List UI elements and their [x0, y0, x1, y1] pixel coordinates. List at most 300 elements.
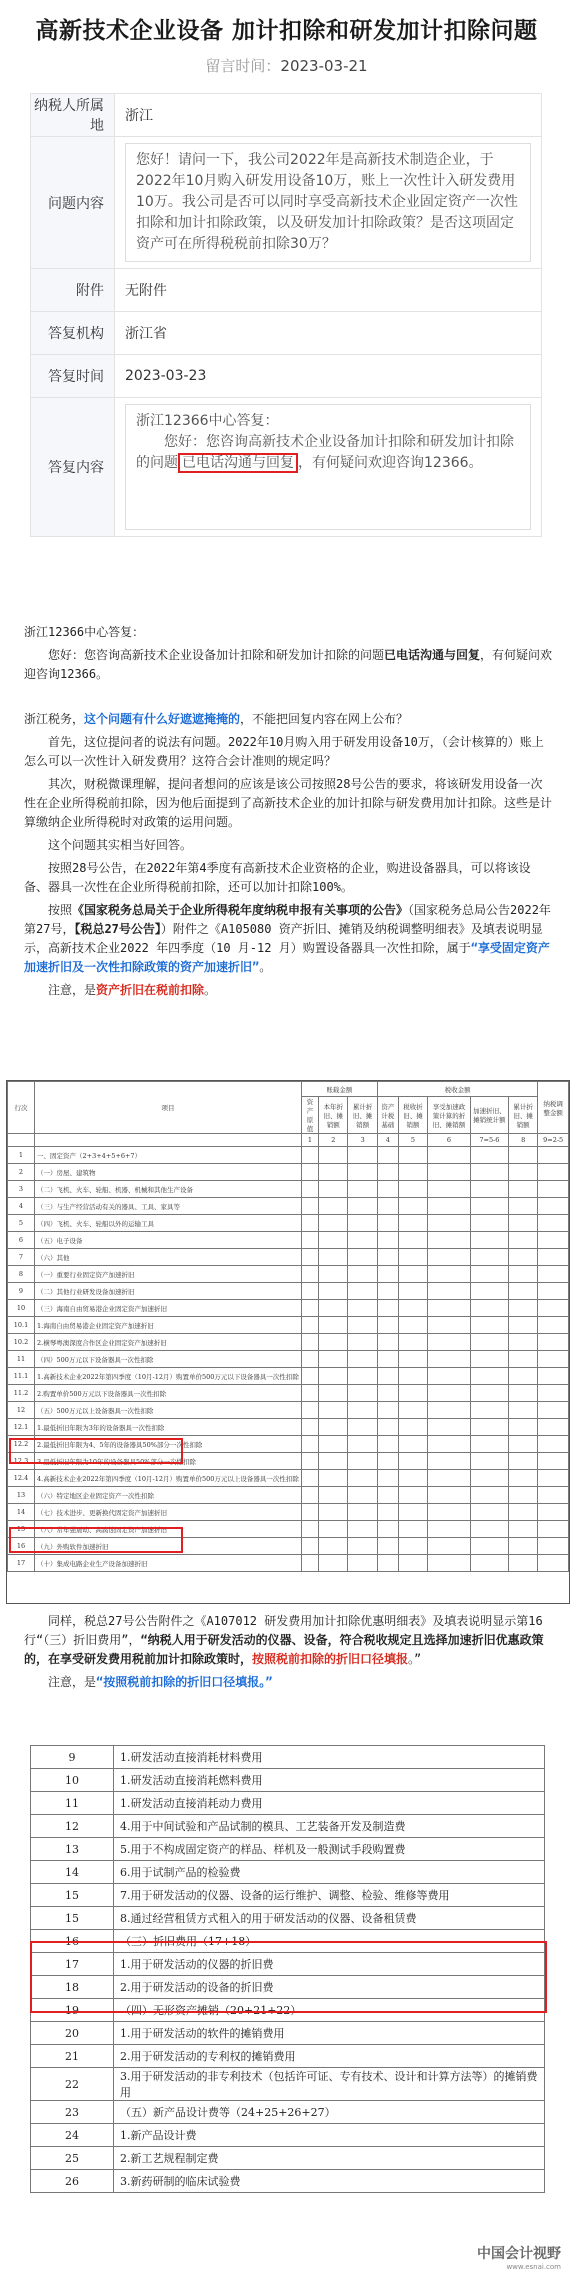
form1-cell	[377, 1436, 398, 1453]
form1-cell	[348, 1436, 377, 1453]
form1-cell	[398, 1521, 427, 1538]
form1-col-item: 项目	[35, 1082, 302, 1134]
form1-cell	[470, 1487, 508, 1504]
form1-cell	[377, 1266, 398, 1283]
form1-row	[8, 1317, 569, 1334]
form1-cell	[377, 1521, 398, 1538]
form1-cell	[319, 1453, 348, 1470]
form1-row	[8, 1419, 569, 1436]
form1-cell	[319, 1419, 348, 1436]
form2-row-item: 6.用于试制产品的检验费	[114, 1861, 545, 1884]
form1-cell	[319, 1351, 348, 1368]
form2-row	[31, 2124, 545, 2147]
form1-row	[8, 1300, 569, 1317]
form1-row-item: 3.最低折旧年限为10年的设备器具50%部分一次性扣除	[35, 1453, 302, 1470]
form1-cell	[398, 1555, 427, 1572]
form1-cell	[377, 1351, 398, 1368]
form1-cell	[319, 1402, 348, 1419]
form1-cell	[319, 1487, 348, 1504]
form1-cell	[428, 1198, 471, 1215]
message-date	[0, 55, 573, 76]
form1-cell	[470, 1504, 508, 1521]
form1-colnum	[8, 1134, 35, 1147]
form1-cell	[428, 1317, 471, 1334]
form1-cell	[470, 1266, 508, 1283]
form1-cell	[428, 1538, 471, 1555]
form1-cell	[398, 1402, 427, 1419]
watermark: 中国会计视野 www.esnai.com	[477, 2246, 561, 2271]
form1-cell	[538, 1266, 569, 1283]
form1-row-item: （二）飞机、火车、轮船、机器、机械和其他生产设备	[35, 1181, 302, 1198]
form2-row-no: 13	[31, 1838, 114, 1861]
form1-cell	[377, 1368, 398, 1385]
form2-row-item: 1.研发活动直接消耗动力费用	[114, 1792, 545, 1815]
reply-content	[125, 404, 531, 530]
form1-row	[8, 1283, 569, 1300]
form1-cell	[508, 1521, 537, 1538]
form1-row	[8, 1487, 569, 1504]
form2-row-item: 2.用于研发活动的设备的折旧费	[114, 1976, 545, 1999]
form1-cell	[348, 1266, 377, 1283]
form1-cell	[398, 1215, 427, 1232]
reply-pre: 您好：您咨询高新技术企业设备加计扣除和研发加计扣除的问题	[136, 434, 514, 471]
form1-row-no: 11.2	[8, 1385, 35, 1402]
form1-cell	[508, 1555, 537, 1572]
form2-row-no: 12	[31, 1815, 114, 1838]
article-p8: 按照《国家税务总局关于企业所得税年度纳税申报有关事项的公告》（国家税务总局公告2022年第27号，【税总27号公告】）附件之《A105080 资产折旧、摊销及纳税调整明细表》及填表说明显示，高新技术企业2022 年四季度（10 月-12 月）购置设备器具一次性扣除，属于“享受固定资产加速折旧及一次性扣除政策的资产加速折旧”。	[24, 903, 551, 974]
form1-cell	[301, 1164, 318, 1181]
form2-row-no: 25	[31, 2147, 114, 2170]
form2-row-item: 1.新产品设计费	[114, 2124, 545, 2147]
form1-cell	[301, 1266, 318, 1283]
form1-row-item: 1.高新技术企业2022年第四季度（10月-12月）购置单价500万元以下设备器具一次性扣除	[35, 1368, 302, 1385]
form1-cell	[508, 1317, 537, 1334]
form1-cell	[470, 1555, 508, 1572]
form1-cell	[319, 1521, 348, 1538]
form1-row-item: （一）房屋、建筑物	[35, 1164, 302, 1181]
article-p10: 同样，税总27号公告附件之《A107012 研发费用加计扣除优惠明细表》及填表说明显示第16 行“（三）折旧费用”，“纳税人用于研发活动的仪器、设备，符合税收规定且选择加速折旧优惠政策的，在享受研发费用税前加计扣除政策时，按照税前扣除的折旧口径填报。”	[24, 1614, 544, 1666]
form1-cell	[428, 1266, 471, 1283]
form1-cell	[398, 1283, 427, 1300]
form1-cell	[428, 1470, 471, 1487]
form2-row	[31, 2068, 545, 2101]
form1-cell	[538, 1215, 569, 1232]
form1-row-item: 1.海南自由贸易港企业固定资产加速折旧	[35, 1317, 302, 1334]
form1-row	[8, 1402, 569, 1419]
form1-cell	[508, 1538, 537, 1555]
article-p3: 浙江税务，这个问题有什么好遮遮掩掩的，不能把回复内容在网上公布？	[24, 712, 409, 726]
form1-cell	[348, 1419, 377, 1436]
form1-cell	[538, 1334, 569, 1351]
form2-row-item: 1.用于研发活动的仪器的折旧费	[114, 1953, 545, 1976]
form1-row-item: 一、固定资产（2+3+4+5+6+7）	[35, 1147, 302, 1164]
form1-row	[8, 1215, 569, 1232]
form1-cell	[508, 1419, 537, 1436]
form1-cell	[538, 1470, 569, 1487]
form1-cell	[398, 1317, 427, 1334]
form1-cell	[398, 1368, 427, 1385]
article-p9: 注意，是资产折旧在税前扣除。	[48, 983, 217, 997]
form1-cell	[508, 1385, 537, 1402]
form1-row-no: 16	[8, 1538, 35, 1555]
form1-cell	[377, 1470, 398, 1487]
article-p2: 您好：您咨询高新技术企业设备加计扣除和研发加计扣除的问题已电话沟通与回复，有何疑问欢迎咨询12366。	[24, 648, 553, 681]
form1-cell	[538, 1521, 569, 1538]
form1-cell	[319, 1368, 348, 1385]
form1-cell	[538, 1198, 569, 1215]
form1-cell	[508, 1266, 537, 1283]
question-content: 您好！请问一下，我公司2022年是高新技术制造企业，于2022年10月购入研发用设备10万，账上一次性计入研发费用10万。我公司是否可以同时享受高新技术企业固定资产一次性扣除和加计扣除政策，以及研发加计扣除政策？是否这项固定资产可在所得税税前扣除30万？	[125, 143, 531, 262]
form1-cell	[428, 1181, 471, 1198]
form1-cell	[538, 1249, 569, 1266]
form1-colnum: 1	[301, 1134, 318, 1147]
form1-cell	[301, 1402, 318, 1419]
form1-cell	[348, 1487, 377, 1504]
form1-col-8: 累计折旧、摊销额	[508, 1097, 537, 1134]
form1-cell	[319, 1198, 348, 1215]
form1-cell	[428, 1521, 471, 1538]
form1-row	[8, 1385, 569, 1402]
form1-cell	[301, 1504, 318, 1521]
form1-cell	[348, 1504, 377, 1521]
form1-cell	[538, 1538, 569, 1555]
form1-cell	[398, 1470, 427, 1487]
form1-cell	[428, 1402, 471, 1419]
form1-cell	[377, 1453, 398, 1470]
form1-cell	[538, 1283, 569, 1300]
form1-cell	[301, 1215, 318, 1232]
form2-row-item: （三）折旧费用（17+18）	[114, 1930, 545, 1953]
form2-row-item: 2.用于研发活动的专利权的摊销费用	[114, 2045, 545, 2068]
form2-row-no: 24	[31, 2124, 114, 2147]
form1-cell	[319, 1266, 348, 1283]
form1-cell	[470, 1385, 508, 1402]
form1-cell	[428, 1419, 471, 1436]
form1-cell	[377, 1419, 398, 1436]
page-title: 高新技术企业设备 加计扣除和研发加计扣除问题	[35, 18, 538, 44]
form1-cell	[377, 1164, 398, 1181]
reply-line1: 浙江12366中心答复：	[136, 413, 279, 429]
form1-row-no: 17	[8, 1555, 35, 1572]
form1-cell	[301, 1198, 318, 1215]
form1-cell	[428, 1334, 471, 1351]
form1-row	[8, 1266, 569, 1283]
form1-cell	[538, 1385, 569, 1402]
form1-colnum: 4	[377, 1134, 398, 1147]
form1-col-5: 税收折旧、摊销额	[398, 1097, 427, 1134]
form1-cell	[538, 1419, 569, 1436]
form1-row-no: 7	[8, 1249, 35, 1266]
form1-cell	[428, 1232, 471, 1249]
form1-cell	[348, 1164, 377, 1181]
form1-cell	[319, 1249, 348, 1266]
form1-cell	[398, 1147, 427, 1164]
field-key-reply: 答复内容	[31, 398, 115, 537]
form1-cell	[428, 1249, 471, 1266]
form1-cell	[508, 1249, 537, 1266]
date-value: 2023-03-21	[280, 57, 368, 75]
form1-row-item: （五）电子设备	[35, 1232, 302, 1249]
form1-cell	[470, 1419, 508, 1436]
form1-cell	[377, 1215, 398, 1232]
form1-cell	[538, 1436, 569, 1453]
form2-row	[31, 1907, 545, 1930]
form2-row	[31, 1861, 545, 1884]
form1-cell	[348, 1181, 377, 1198]
form1-row-item: （八）常年强震动、高腐蚀固定资产加速折旧	[35, 1521, 302, 1538]
form1-colnum: 8	[508, 1134, 537, 1147]
form1-row-no: 6	[8, 1232, 35, 1249]
form1-row-no: 9	[8, 1283, 35, 1300]
form2-row-no: 18	[31, 1976, 114, 1999]
form2-row-no: 11	[31, 1792, 114, 1815]
article-p11: 注意，是“按照税前扣除的折旧口径填报。”	[48, 1675, 273, 1689]
form1-cell	[428, 1368, 471, 1385]
form1-cell	[428, 1555, 471, 1572]
form1-cell	[398, 1334, 427, 1351]
form1-cell	[470, 1317, 508, 1334]
form1-cell	[348, 1215, 377, 1232]
form1-row-item: 2.最低折旧年限为4、5年的设备器具50%部分一次性扣除	[35, 1436, 302, 1453]
form1-row-no: 12	[8, 1402, 35, 1419]
form2-row-item: （四）无形资产摊销（20+21+22）	[114, 1999, 545, 2022]
form1-cell	[377, 1504, 398, 1521]
form1-row-no: 15	[8, 1521, 35, 1538]
form1-row-item: 2.横琴粤澳深度合作区企业固定资产加速折旧	[35, 1334, 302, 1351]
form1-cell	[377, 1283, 398, 1300]
form2-row-item: 1.研发活动直接消耗燃料费用	[114, 1769, 545, 1792]
form1-row-no: 8	[8, 1266, 35, 1283]
form1-cell	[348, 1232, 377, 1249]
form1-row-item: 2.购置单价500万元以下设备器具一次性扣除	[35, 1385, 302, 1402]
form1-row-item: （六）特定地区企业固定资产一次性扣除	[35, 1487, 302, 1504]
form1-cell	[538, 1300, 569, 1317]
form1-cell	[301, 1521, 318, 1538]
reply-highlight: 已电话沟通与回复	[178, 453, 298, 473]
form1-cell	[348, 1385, 377, 1402]
form1-row-item: （二）其他行业研发设备加速折旧	[35, 1283, 302, 1300]
article-body-2	[24, 1612, 554, 1696]
form1-cell	[508, 1198, 537, 1215]
form1-row-item: （十）集成电路企业生产设备加速折旧	[35, 1555, 302, 1572]
form2-row-item: 1.研发活动直接消耗材料费用	[114, 1746, 545, 1769]
form1-cell	[348, 1317, 377, 1334]
form1-cell	[348, 1453, 377, 1470]
form1-cell	[301, 1453, 318, 1470]
form1-cell	[348, 1147, 377, 1164]
form1-colnum: 5	[398, 1134, 427, 1147]
form1-cell	[301, 1368, 318, 1385]
form1-col-1: 资产原值	[301, 1097, 318, 1134]
form1-cell	[319, 1300, 348, 1317]
form1-cell	[301, 1436, 318, 1453]
form1-row-item: （四）飞机、火车、轮船以外的运输工具	[35, 1215, 302, 1232]
form1-cell	[428, 1453, 471, 1470]
form1-cell	[301, 1317, 318, 1334]
form2-row	[31, 2045, 545, 2068]
form2-row	[31, 2101, 545, 2124]
form1-cell	[538, 1317, 569, 1334]
reply-post: ，有何疑问欢迎咨询12366。	[298, 455, 483, 471]
article-p5: 其次，财税微课理解，提问者想问的应该是该公司按照28号公告的要求，将该研发用设备一次性在企业所得税前扣除，因为他后面提到了高新技术企业的加计扣除与研发费用加计扣除。这些是计算缴纳企业所得税时对政策的运用问题。	[24, 777, 553, 829]
field-value-org: 浙江省	[115, 312, 542, 355]
article-p6: 这个问题其实相当好回答。	[48, 838, 193, 852]
form1-row-item: （六）其他	[35, 1249, 302, 1266]
form1-cell	[398, 1453, 427, 1470]
form2-row-item: 4.用于中间试验和产品试制的模具、工艺装备开发及制造费	[114, 1815, 545, 1838]
form1-row	[8, 1198, 569, 1215]
form1-cell	[470, 1334, 508, 1351]
form1-col-4: 资产计税基础	[377, 1097, 398, 1134]
form1-row-no: 11	[8, 1351, 35, 1368]
form1-cell	[428, 1164, 471, 1181]
form1-row-item: （一）重要行业固定资产加速折旧	[35, 1266, 302, 1283]
form1-cell	[398, 1249, 427, 1266]
form1-cell	[508, 1215, 537, 1232]
form1-cell	[348, 1368, 377, 1385]
form1-cell	[301, 1147, 318, 1164]
form1-row	[8, 1249, 569, 1266]
form1-cell	[319, 1504, 348, 1521]
form2-row	[31, 1792, 545, 1815]
field-key-question: 问题内容	[31, 137, 115, 269]
form1-row-no: 10.1	[8, 1317, 35, 1334]
form1-cell	[301, 1487, 318, 1504]
form1-row	[8, 1351, 569, 1368]
form1-cell	[319, 1181, 348, 1198]
form1-row	[8, 1470, 569, 1487]
form1-cell	[348, 1249, 377, 1266]
question-table	[30, 93, 542, 537]
form1-row	[8, 1232, 569, 1249]
form1-cell	[377, 1181, 398, 1198]
form1-cell	[508, 1436, 537, 1453]
form1-cell	[470, 1283, 508, 1300]
form1-cell	[508, 1334, 537, 1351]
form1-col-7: 加速折旧、摊销统计额	[470, 1097, 508, 1134]
form1-cell	[398, 1198, 427, 1215]
form1-cell	[470, 1300, 508, 1317]
form2-row-item: 2.新工艺规程制定费	[114, 2147, 545, 2170]
form1-colnum: 2	[319, 1134, 348, 1147]
form1-cell	[470, 1521, 508, 1538]
form1-cell	[398, 1419, 427, 1436]
form1-cell	[319, 1283, 348, 1300]
form2-row-no: 23	[31, 2101, 114, 2124]
form1-col-6: 享受加速政策计算的折旧、摊销额	[428, 1097, 471, 1134]
form1-cell	[377, 1385, 398, 1402]
form2-row-item: 3.新药研制的临床试验费	[114, 2170, 545, 2193]
form1-colnum	[35, 1134, 302, 1147]
form1-row-no: 14	[8, 1504, 35, 1521]
article-p4: 首先，这位提问者的说法有问题。2022年10月购入用于研发用设备10万，（会计核算的）账上怎么可以一次性计入研发费用？这符合会计准则的规定吗？	[24, 735, 544, 768]
form1-cell	[319, 1436, 348, 1453]
form1-cell	[301, 1283, 318, 1300]
form1-row	[8, 1555, 569, 1572]
form1-cell	[428, 1385, 471, 1402]
form1-cell	[348, 1300, 377, 1317]
form1-cell	[348, 1283, 377, 1300]
form1-cell	[538, 1368, 569, 1385]
form1-cell	[538, 1487, 569, 1504]
form1-cell	[470, 1215, 508, 1232]
form1-row-no: 12.3	[8, 1453, 35, 1470]
form1-cell	[377, 1198, 398, 1215]
form1-cell	[470, 1453, 508, 1470]
form1-colnum: 9=2-5	[538, 1134, 569, 1147]
highlight-depreciation-rows	[30, 1941, 547, 2013]
form1-cell	[301, 1538, 318, 1555]
form1-cell	[508, 1181, 537, 1198]
form1-cell	[470, 1249, 508, 1266]
form1-cell	[398, 1232, 427, 1249]
form1-row-no: 12.2	[8, 1436, 35, 1453]
form1-row	[8, 1181, 569, 1198]
form1-cell	[398, 1385, 427, 1402]
form1-cell	[348, 1334, 377, 1351]
highlight-row-11-1	[9, 1438, 183, 1464]
form1-group-book: 账载金额	[301, 1082, 377, 1097]
article-p1: 浙江12366中心答复：	[24, 625, 145, 639]
form1-cell	[301, 1334, 318, 1351]
form1-cell	[348, 1521, 377, 1538]
form1-cell	[470, 1351, 508, 1368]
form1-cell	[470, 1232, 508, 1249]
form1-cell	[301, 1249, 318, 1266]
form2-row-no: 14	[31, 1861, 114, 1884]
form1-cell	[508, 1147, 537, 1164]
form2-row-item: 3.用于研发活动的非专利技术（包括许可证、专有技术、设计和计算方法等）的摊销费用	[114, 2068, 545, 2101]
form1-cell	[428, 1215, 471, 1232]
form1-row-item: 1.最低折旧年限为3年的设备器具一次性扣除	[35, 1419, 302, 1436]
form2-row-item: 5.用于不构成固定资产的样品、样机及一般测试手段购置费	[114, 1838, 545, 1861]
form1-cell	[470, 1402, 508, 1419]
form1-cell	[538, 1351, 569, 1368]
form2-row	[31, 1769, 545, 1792]
form1-cell	[398, 1351, 427, 1368]
form1-col-3: 累计折旧、摊销额	[348, 1097, 377, 1134]
form1-cell	[470, 1538, 508, 1555]
form1-row-item: （四）500万元以下设备器具一次性扣除	[35, 1351, 302, 1368]
form1-cell	[377, 1232, 398, 1249]
form1-cell	[377, 1334, 398, 1351]
form1-cell	[428, 1283, 471, 1300]
form1-row-no: 12.4	[8, 1470, 35, 1487]
form1-cell	[538, 1504, 569, 1521]
form1-cell	[508, 1368, 537, 1385]
form1-cell	[348, 1470, 377, 1487]
form2-row	[31, 2170, 545, 2193]
form1-row-no: 10	[8, 1300, 35, 1317]
form1-cell	[508, 1453, 537, 1470]
form1-cell	[508, 1402, 537, 1419]
form1-cell	[538, 1232, 569, 1249]
form1-cell	[508, 1351, 537, 1368]
form1-cell	[428, 1504, 471, 1521]
form1-cell	[348, 1555, 377, 1572]
form1-cell	[301, 1181, 318, 1198]
form1-cell	[398, 1504, 427, 1521]
field-value-region: 浙江	[115, 94, 542, 137]
form1-cell	[319, 1470, 348, 1487]
form1-cell	[398, 1181, 427, 1198]
form1-row	[8, 1147, 569, 1164]
form1-cell	[377, 1538, 398, 1555]
form1-cell	[470, 1368, 508, 1385]
form1-cell	[398, 1164, 427, 1181]
form1-cell	[301, 1470, 318, 1487]
form1-cell	[301, 1555, 318, 1572]
